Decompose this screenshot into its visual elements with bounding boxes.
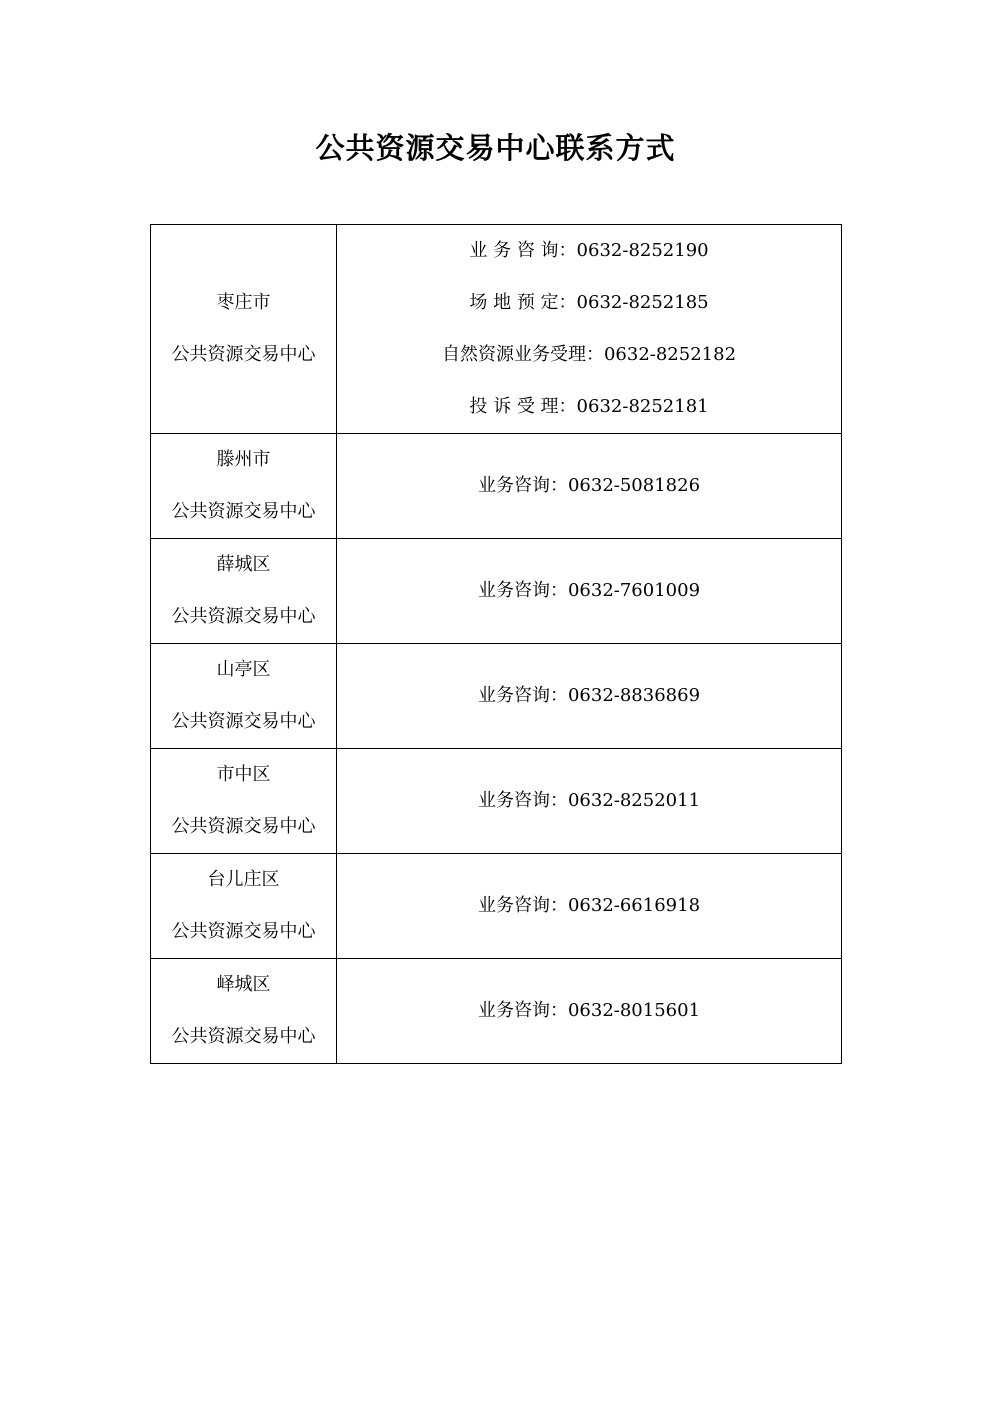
contact-label: 业务咨询： [477,790,568,811]
contact-label: 业务咨询： [477,475,568,496]
phone-number: 0632-8252190 [576,240,709,261]
org-suffix: 公共资源交易中心 [171,921,316,942]
contact-line [337,775,841,827]
contact-line [337,225,841,277]
table-row [151,225,842,434]
org-city: 滕州市 [216,449,271,470]
org-city: 薛城区 [216,554,271,575]
page-title: 公共资源交易中心联系方式 [315,131,676,165]
phone-number: 0632-7601009 [567,580,701,601]
contact-cell [337,854,842,959]
org-city: 枣庄市 [216,292,271,313]
contact-label: 业务咨询： [477,895,568,916]
contact-cell [337,644,842,749]
contact-label: 业 务 咨 询： [469,240,577,261]
phone-number: 0632-8252011 [567,790,701,811]
contact-label: 自然资源业务受理： [441,344,604,365]
org-city: 峄城区 [216,974,271,995]
table-row [151,854,842,959]
contact-cell [337,959,842,1064]
phone-number: 0632-8836869 [567,685,701,706]
org-name-cell [151,225,337,434]
table-row [151,959,842,1064]
table-row [151,644,842,749]
contact-line [337,329,841,381]
table-row [151,749,842,854]
contact-line [337,381,841,433]
phone-number: 0632-8252185 [576,292,709,313]
phone-number: 0632-5081826 [567,475,701,496]
phone-number: 0632-8252181 [576,396,709,417]
org-suffix: 公共资源交易中心 [171,711,316,732]
org-suffix: 公共资源交易中心 [171,501,316,522]
contacts-table [150,224,842,1064]
org-city: 山亭区 [216,659,271,680]
contact-label: 业务咨询： [477,1000,568,1021]
org-city: 市中区 [216,764,271,785]
org-name-cell [151,644,337,749]
contact-line [337,565,841,617]
org-suffix: 公共资源交易中心 [171,606,316,627]
table-row [151,434,842,539]
org-name-cell [151,434,337,539]
contact-line [337,670,841,722]
contact-cell [337,539,842,644]
contact-label: 业务咨询： [477,685,568,706]
org-city: 台儿庄区 [207,869,280,890]
org-name-cell [151,749,337,854]
contact-label: 业务咨询： [477,580,568,601]
org-suffix: 公共资源交易中心 [171,1026,316,1047]
org-name-cell [151,854,337,959]
contact-line [337,460,841,512]
phone-number: 0632-8252182 [603,344,737,365]
contact-line [337,277,841,329]
contact-cell [337,434,842,539]
table-row [151,539,842,644]
contact-label: 场 地 预 定： [469,292,577,313]
org-name-cell [151,959,337,1064]
org-suffix: 公共资源交易中心 [171,344,316,365]
contact-label: 投 诉 受 理： [469,396,577,417]
phone-number: 0632-8015601 [567,1000,701,1021]
contact-line [337,880,841,932]
contact-cell [337,749,842,854]
contact-cell [337,225,842,434]
org-name-cell [151,539,337,644]
contact-line [337,985,841,1037]
phone-number: 0632-6616918 [567,895,701,916]
org-suffix: 公共资源交易中心 [171,816,316,837]
